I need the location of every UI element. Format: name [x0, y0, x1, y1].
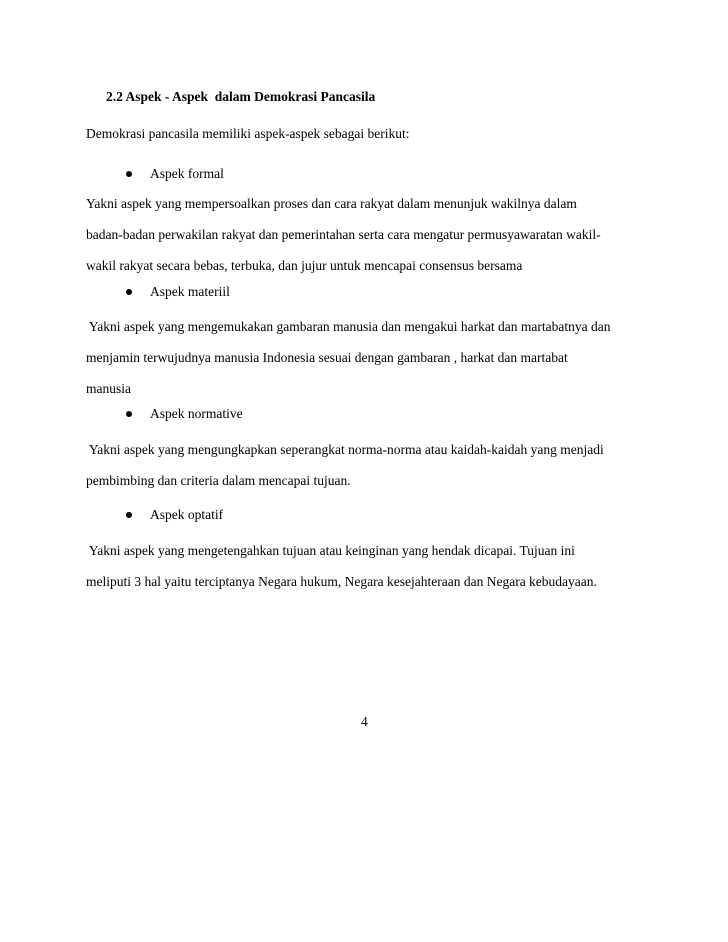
- paragraph-line: Yakni aspek yang mengetengahkan tujuan atau keinginan yang hendak dicapai. Tujuan ini: [86, 543, 575, 558]
- paragraph-line: Yakni aspek yang mempersoalkan proses dan cara rakyat dalam menunjuk wakilnya dalam: [86, 196, 577, 211]
- intro-paragraph: [86, 118, 666, 149]
- paragraph-line: Yakni aspek yang mengemukakan gambaran manusia dan mengakui harkat dan martabatnya dan: [86, 319, 611, 334]
- aspect-formal-paragraph: [86, 188, 666, 281]
- paragraph-line: wakil rakyat secara bebas, terbuka, dan jujur untuk mencapai consensus bersama: [86, 258, 523, 273]
- page-number: 4: [361, 714, 368, 729]
- bullet-icon: [126, 171, 132, 177]
- paragraph-line: manusia: [86, 381, 131, 396]
- bullet-icon: [126, 411, 132, 417]
- intro-text: Demokrasi pancasila memiliki aspek-aspek sebagai berikut:: [86, 126, 410, 141]
- bullet-icon: [126, 289, 132, 295]
- bullet-label: Aspek normative: [150, 406, 243, 421]
- paragraph-line: meliputi 3 hal yaitu terciptanya Negara hukum, Negara kesejahteraan dan Negara kebudayaan.: [86, 574, 597, 589]
- bullet-label: Aspek materiil: [150, 284, 230, 299]
- bullet-icon: [126, 512, 132, 518]
- paragraph-line: pembimbing dan criteria dalam mencapai tujuan.: [86, 473, 351, 488]
- paragraph-line: menjamin terwujudnya manusia Indonesia sesuai dengan gambaran , harkat dan martabat: [86, 350, 568, 365]
- aspect-materiil-paragraph: [86, 311, 666, 404]
- bullet-label: Aspek formal: [150, 166, 224, 181]
- bullet-label: Aspek optatif: [150, 507, 224, 522]
- section-heading: 2.2 Aspek - Aspek dalam Demokrasi Pancasila: [106, 89, 376, 104]
- aspect-optatif-paragraph: [86, 535, 666, 597]
- paragraph-line: Yakni aspek yang mengungkapkan seperangkat norma-norma atau kaidah-kaidah yang menjadi: [86, 442, 604, 457]
- paragraph-line: badan-badan perwakilan rakyat dan pemerintahan serta cara mengatur permusyawaratan wakil-: [86, 227, 601, 242]
- aspect-normative-paragraph: [86, 434, 666, 496]
